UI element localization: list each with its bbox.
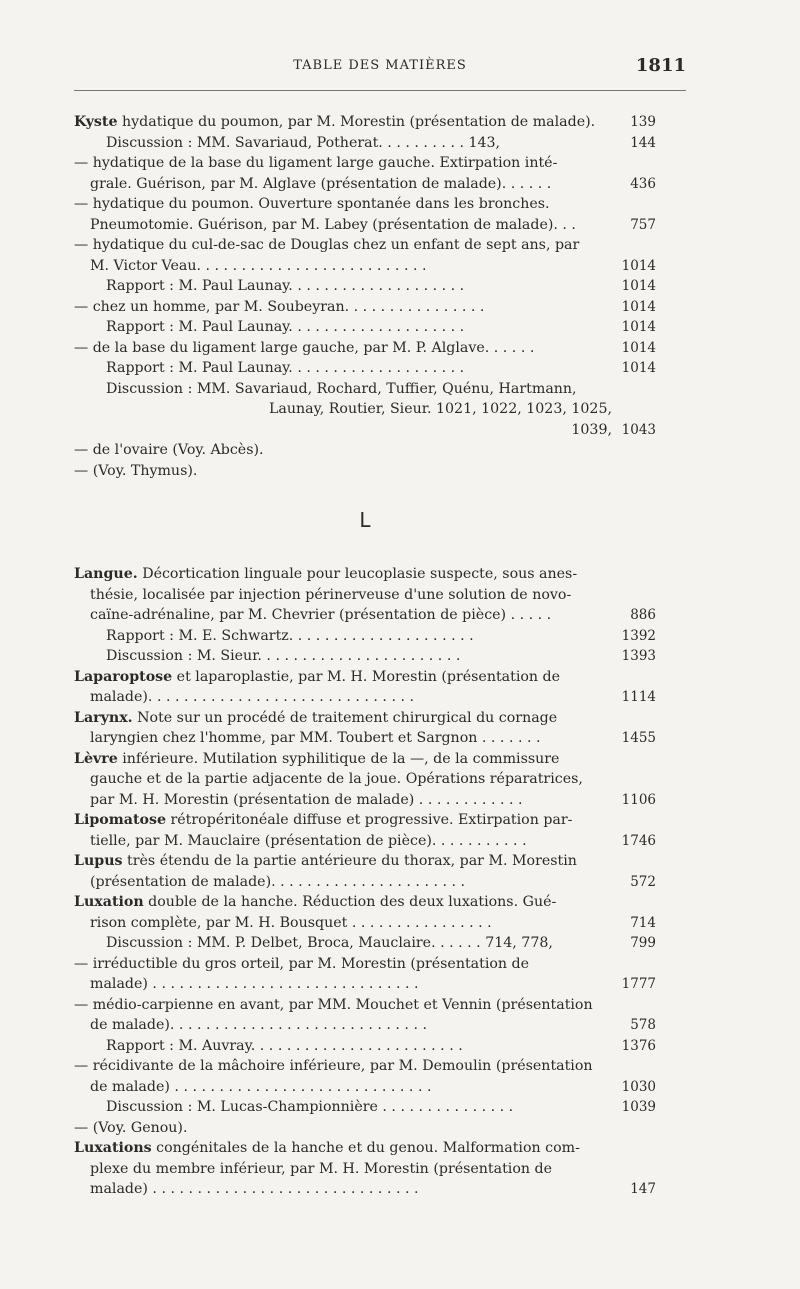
entry-page-ref bbox=[610, 1159, 656, 1180]
entry-text: Discussion : M. Sieur. . . . . . . . . . . . . . . . . . . . . . . bbox=[106, 648, 461, 664]
index-entry-line bbox=[74, 174, 612, 195]
index-entry-line bbox=[74, 667, 612, 688]
index-entry-line bbox=[74, 1077, 612, 1098]
index-entry-line bbox=[74, 112, 612, 133]
entry-text: par M. H. Morestin (présentation de malade) . . . . . . . . . . . . bbox=[90, 791, 523, 808]
entry-page-ref: 886 bbox=[630, 607, 656, 623]
entry-page-ref bbox=[610, 769, 656, 790]
entry-text: tielle, par M. Mauclaire (présentation de pièce). . . . . . . . . . . bbox=[90, 832, 527, 849]
index-entry-line bbox=[74, 790, 612, 811]
index-entry-line bbox=[74, 420, 612, 441]
entry-text: Rapport : M. Paul Launay. . . . . . . . . . . . . . . . . . . . bbox=[106, 360, 465, 376]
entry-page-ref bbox=[610, 379, 656, 400]
entry-page-ref bbox=[610, 851, 656, 872]
entry-text: de malade). . . . . . . . . . . . . . . . . . . . . . . . . . . . . bbox=[90, 1017, 427, 1033]
entry-page-ref: 1393 bbox=[621, 648, 656, 664]
entry-text: Rapport : M. Paul Launay. . . . . . . . . . . . . . . . . . . . bbox=[106, 319, 465, 335]
index-entry-line bbox=[74, 338, 612, 359]
index-entry-line bbox=[74, 851, 612, 872]
entry-page-ref: 1746 bbox=[621, 832, 656, 849]
index-entry-line bbox=[74, 626, 612, 647]
entry-page-ref bbox=[610, 708, 656, 729]
index-entry-line bbox=[74, 133, 612, 154]
index-entry-line bbox=[74, 1179, 612, 1200]
entry-text: — de la base du ligament large gauche, par M. P. Alglave. . . . . . bbox=[74, 339, 535, 356]
index-entry-line bbox=[74, 1036, 612, 1057]
entry-page-ref: 1777 bbox=[621, 976, 656, 992]
index-entry-line bbox=[74, 1015, 612, 1036]
section-k-entries bbox=[74, 112, 656, 481]
entry-text: Lipomatose rétropéritonéale diffuse et progressive. Extirpation par- bbox=[74, 812, 573, 828]
entry-page-ref: 1392 bbox=[621, 627, 656, 644]
entry-page-ref: 757 bbox=[630, 216, 656, 233]
entry-text: Discussion : M. Lucas-Championnière . . . . . . . . . . . . . . . bbox=[106, 1099, 514, 1115]
entry-page-ref bbox=[610, 585, 656, 606]
entry-page-ref: 139 bbox=[630, 114, 656, 130]
entry-page-ref bbox=[610, 235, 656, 256]
index-entry-line bbox=[74, 461, 612, 482]
entry-text: — hydatique du poumon. Ouverture spontanée dans les bronches. bbox=[74, 196, 550, 212]
entry-page-ref bbox=[610, 749, 656, 770]
entry-page-ref: 799 bbox=[630, 935, 656, 951]
index-entry-line bbox=[74, 933, 612, 954]
index-entry-line bbox=[74, 194, 612, 215]
entry-text: Lèvre inférieure. Mutilation syphilitique de la —, de la commissure bbox=[74, 750, 560, 767]
index-entry-line bbox=[74, 831, 612, 852]
entry-text: plexe du membre inférieur, par M. H. Morestin (présentation de bbox=[90, 1160, 552, 1177]
index-entry-line bbox=[74, 215, 612, 236]
entry-text: Discussion : MM. Savariaud, Rochard, Tuffier, Quénu, Hartmann, bbox=[106, 380, 577, 397]
entry-text: Rapport : M. Auvray. . . . . . . . . . . . . . . . . . . . . . . . bbox=[106, 1037, 463, 1054]
entry-page-ref: 1114 bbox=[621, 689, 656, 705]
entry-page-ref: 436 bbox=[630, 175, 656, 192]
entry-page-ref: 1455 bbox=[621, 730, 656, 746]
index-entry-line bbox=[74, 974, 612, 995]
entry-text: M. Victor Veau. . . . . . . . . . . . . . . . . . . . . . . . . . bbox=[90, 257, 427, 274]
index-entry-line bbox=[74, 256, 612, 277]
entry-text: Larynx. Note sur un procédé de traitement chirurgical du cornage bbox=[74, 709, 558, 726]
header-rule bbox=[74, 90, 686, 91]
index-entry-line bbox=[74, 728, 612, 749]
entry-text: — hydatique du cul-de-sac de Douglas chez un enfant de sept ans, par bbox=[74, 237, 580, 253]
index-entry-line bbox=[74, 749, 612, 770]
entry-page-ref: 144 bbox=[630, 134, 656, 151]
index-entry-line bbox=[74, 1138, 612, 1159]
entry-text: — récidivante de la mâchoire inférieure, par M. Demoulin (présentation bbox=[74, 1058, 593, 1074]
index-entry-line bbox=[74, 892, 612, 913]
entry-text: Discussion : MM. Savariaud, Potherat. . . . . . . . . . 143, bbox=[106, 134, 501, 151]
entry-page-ref bbox=[610, 1056, 656, 1077]
index-entry-line bbox=[74, 708, 612, 729]
entry-page-ref: 578 bbox=[630, 1017, 656, 1033]
index-entry-line bbox=[74, 379, 612, 400]
entry-page-ref: 1039 bbox=[621, 1099, 656, 1115]
entry-text: Rapport : M. Paul Launay. . . . . . . . . . . . . . . . . . . . bbox=[106, 278, 465, 294]
entry-page-ref bbox=[610, 810, 656, 831]
entry-page-ref bbox=[610, 440, 656, 461]
entry-text: Launay, Routier, Sieur. 1021, 1022, 1023, 1025, bbox=[268, 401, 612, 417]
entry-page-ref: 1030 bbox=[621, 1078, 656, 1095]
entry-text: Kyste hydatique du poumon, par M. Morestin (présentation de malade). bbox=[74, 114, 596, 130]
entry-text: malade). . . . . . . . . . . . . . . . . . . . . . . . . . . . . . bbox=[90, 689, 414, 705]
entry-text: grale. Guérison, par M. Alglave (présentation de malade). . . . . . bbox=[90, 175, 552, 192]
entry-text: malade) . . . . . . . . . . . . . . . . . . . . . . . . . . . . . . bbox=[90, 976, 419, 992]
entry-page-ref bbox=[610, 667, 656, 688]
index-entry-line bbox=[74, 646, 612, 667]
entry-page-ref: 147 bbox=[630, 1181, 656, 1197]
index-entry-line bbox=[74, 954, 612, 975]
entry-text: rison complète, par M. H. Bousquet . . . . . . . . . . . . . . . . bbox=[90, 914, 492, 931]
index-entry-line bbox=[74, 810, 612, 831]
page-number: 1811 bbox=[635, 55, 686, 76]
entry-text: (présentation de malade). . . . . . . . . . . . . . . . . . . . . . bbox=[90, 873, 466, 890]
entry-text: Luxation double de la hanche. Réduction des deux luxations. Gué- bbox=[74, 894, 557, 910]
entry-page-ref: 1014 bbox=[621, 298, 656, 315]
index-entry-line bbox=[74, 913, 612, 934]
index-entry-line bbox=[74, 585, 612, 606]
entry-text: Pneumotomie. Guérison, par M. Labey (présentation de malade). . . bbox=[90, 216, 576, 233]
entry-page-ref bbox=[610, 194, 656, 215]
index-entry-line bbox=[74, 769, 612, 790]
index-entry-line bbox=[74, 235, 612, 256]
entry-page-ref bbox=[610, 995, 656, 1016]
index-entry-line bbox=[74, 297, 612, 318]
index-entry-line bbox=[74, 605, 612, 626]
entry-page-ref: 1014 bbox=[621, 257, 656, 274]
index-entry-line bbox=[74, 399, 612, 420]
entry-page-ref: 1014 bbox=[621, 360, 656, 376]
running-header bbox=[74, 55, 686, 80]
entry-text: 1039, bbox=[571, 421, 612, 438]
entry-text: Luxations congénitales de la hanche et du genou. Malformation com- bbox=[74, 1140, 580, 1156]
entry-page-ref: 714 bbox=[630, 914, 656, 931]
index-entry-line bbox=[74, 1097, 612, 1118]
entry-text: — médio-carpienne en avant, par MM. Mouchet et Vennin (présentation bbox=[74, 996, 593, 1013]
entry-page-ref: 1014 bbox=[621, 319, 656, 335]
entry-text: thésie, localisée par injection périnerveuse d'une solution de novo- bbox=[90, 586, 572, 603]
entry-text: caïne-adrénaline, par M. Chevrier (présentation de pièce) . . . . . bbox=[90, 607, 552, 623]
entry-page-ref: 1014 bbox=[621, 278, 656, 294]
entry-text: de malade) . . . . . . . . . . . . . . . . . . . . . . . . . . . . . bbox=[90, 1078, 432, 1095]
index-entry-line bbox=[74, 687, 612, 708]
entry-page-ref bbox=[610, 564, 656, 585]
index-entry-line bbox=[74, 358, 612, 379]
entry-text: Discussion : MM. P. Delbet, Broca, Mauclaire. . . . . . 714, 778, bbox=[106, 935, 553, 951]
entry-text: Laparoptose et laparoplastie, par M. H. Morestin (présentation de bbox=[74, 668, 561, 685]
entry-page-ref bbox=[610, 461, 656, 482]
entry-text: — (Voy. Genou). bbox=[74, 1119, 188, 1136]
entry-text: malade) . . . . . . . . . . . . . . . . . . . . . . . . . . . . . . bbox=[90, 1181, 419, 1197]
entry-text: Lupus très étendu de la partie antérieure du thorax, par M. Morestin bbox=[74, 853, 577, 869]
entry-text: — hydatique de la base du ligament large gauche. Extirpation inté- bbox=[74, 155, 558, 171]
section-l-entries bbox=[74, 564, 656, 1200]
running-title: TABLE DES MATIÈRES bbox=[293, 58, 467, 73]
index-entry-line bbox=[74, 1118, 612, 1139]
index-entry-line bbox=[74, 872, 612, 893]
entry-page-ref bbox=[610, 892, 656, 913]
entry-page-ref: 1043 bbox=[621, 421, 656, 438]
entry-text: Rapport : M. E. Schwartz. . . . . . . . . . . . . . . . . . . . . bbox=[106, 627, 474, 644]
entry-page-ref: 1014 bbox=[621, 339, 656, 356]
entry-page-ref: 572 bbox=[630, 873, 656, 890]
entry-text: Langue. Décortication linguale pour leucoplasie suspecte, sous anes- bbox=[74, 566, 578, 582]
index-entry-line bbox=[74, 317, 612, 338]
entry-page-ref bbox=[610, 1138, 656, 1159]
entry-text: — chez un homme, par M. Soubeyran. . . . . . . . . . . . . . . . bbox=[74, 298, 485, 315]
entry-text: — de l'ovaire (Voy. Abcès). bbox=[74, 442, 264, 458]
index-entry-line bbox=[74, 1159, 612, 1180]
entry-text: — irréductible du gros orteil, par M. Morestin (présentation de bbox=[74, 955, 530, 972]
index-entry-line bbox=[74, 564, 612, 585]
index-entry-line bbox=[74, 153, 612, 174]
entry-page-ref bbox=[610, 954, 656, 975]
index-entry-line bbox=[74, 440, 612, 461]
index-entry-line bbox=[74, 276, 612, 297]
index-entry-line bbox=[74, 1056, 612, 1077]
entry-page-ref bbox=[610, 153, 656, 174]
entry-page-ref: 1376 bbox=[621, 1037, 656, 1054]
index-entry-line bbox=[74, 995, 612, 1016]
entry-text: — (Voy. Thymus). bbox=[74, 462, 198, 479]
entry-text: gauche et de la partie adjacente de la joue. Opérations réparatrices, bbox=[90, 771, 583, 787]
entry-page-ref: 1106 bbox=[621, 791, 656, 808]
entry-page-ref bbox=[610, 1118, 656, 1139]
section-letter: L bbox=[359, 508, 371, 532]
entry-text: laryngien chez l'homme, par MM. Toubert et Sargnon . . . . . . . bbox=[90, 730, 541, 746]
entry-page-ref bbox=[610, 399, 656, 420]
